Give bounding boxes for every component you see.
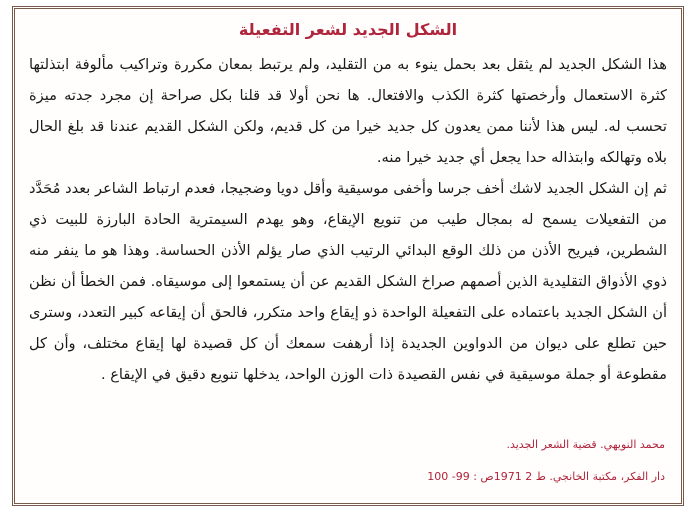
- document-title: الشكل الجديد لشعر التفعيلة: [238, 20, 458, 39]
- document-frame: [12, 6, 684, 506]
- document-body: [29, 49, 667, 390]
- source-author: محمد النويهي. قضية الشعر الجديد.: [506, 438, 665, 451]
- paragraph-1: هذا الشكل الجديد لم يثقل بعد بحمل ينوء به من التقليد، ولم يرتبط بمعان مكررة وتراكيب مألوفة ابتذلتها كثرة الاستعمال وأرخصتها كثرة الكذب والافتعال. ها نحن أولا قد قلنا بكل صراحة إن مجرد جدته ميزة تحسب له. ليس هذا لأننا ممن يعدون كل جديد خيرا من كل قديم، ولكن الشكل القديم عندنا قد بلغ الحال بلاه وتهالكه وابتذاله حدا يجعل أي جديد خيرا منه.: [29, 56, 667, 166]
- source-publisher: دار الفكر، مكتبة الخانجي. ط 2 1971ص : 99- 100: [427, 470, 665, 483]
- paragraph-2: ثم إن الشكل الجديد لاشك أخف جرسا وأخفى موسيقية وأقل دويا وضجيجا، فعدم ارتباط الشاعر بعدد مُحَدَّد من التفعيلات يسمح له بمجال طيب من تنويع الإيقاع، وهو يهدم السيمترية الحادة البارزة للبيت ذي الشطرين، فيريح الأذن من ذلك الوقع البدائي الرتيب الذي صار يؤلم الأذن الحساسة. وهذا هو ما ينفر منه ذوي الأذواق التقليدية الذين أصمهم صراخ الشكل القديم عن أن يستمعوا إلى موسيقاه. فمن الخطأ أن نظن أن الشكل الجديد باعتماده على التفعيلة الواحدة ذو إيقاع واحد متكرر، فالحق أن إيقاعه كبير التعدد، وسترى حين تطلع على ديوان من الدواوين الجديدة إذا أرهفت سمعك أن كل قصيدة لها إيقاع مختلف، وأن كل مقطوعة أو جملة موسيقية في نفس القصيدة ذات الوزن الواحد، يدخلها تنويع دقيق في الإيقاع .: [29, 180, 667, 383]
